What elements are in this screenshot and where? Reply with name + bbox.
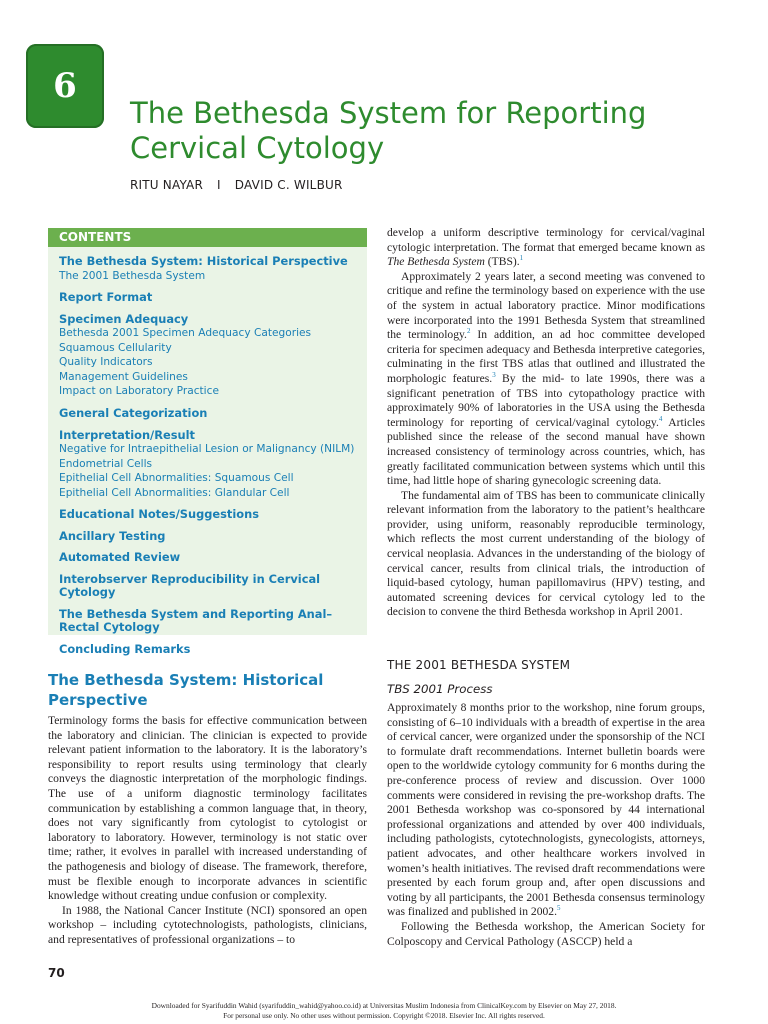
right-column-body-lower [387, 701, 705, 949]
page-number: 70 [48, 966, 65, 980]
contents-item[interactable]: Interobserver Reproducibility in Cervical Cytology [59, 571, 321, 600]
author-name: DAVID C. WILBUR [234, 178, 343, 192]
contents-subitem[interactable]: Epithelial Cell Abnormalities: Squamous Cell [59, 472, 294, 485]
emphasis: The Bethesda System [387, 255, 485, 269]
subsection-heading: THE 2001 BETHESDA SYSTEM [387, 658, 571, 672]
contents-item[interactable]: Concluding Remarks [59, 641, 191, 656]
text-run: (TBS). [484, 255, 520, 269]
chapter-number: 6 [53, 66, 77, 106]
download-footer [0, 1001, 768, 1020]
contents-subitem[interactable]: The 2001 Bethesda System [59, 269, 206, 282]
body-paragraph [387, 701, 705, 920]
body-paragraph: The fundamental aim of TBS has been to communicate clinically relevant information from the laboratory to the patient’s healthcare provider, using uniform, reasonably reproducible terminology, which reflects the most current understanding of the biology of cervical neoplasia. Advances in the understanding of the biology of cervical cancer, results from clinical trials, the introduction of liquid-based cytology, human papillomavirus (HPV) testing, and automated screening devices for cervical cytology led to the decision to convene the third Bethesda workshop in April 2001. [387, 488, 705, 619]
left-column-body [48, 714, 367, 948]
contents-item[interactable]: Automated Review [59, 550, 181, 565]
subsubsection-heading: TBS 2001 Process [387, 682, 493, 696]
contents-subitem[interactable]: Impact on Laboratory Practice [59, 385, 219, 398]
body-paragraph: In 1988, the National Cancer Institute (NCI) sponsored an open workshop – including cytotechnologists, pathologists, clinicians, and representatives of professional organizations – to [48, 903, 367, 946]
contents-header: CONTENTS [48, 228, 367, 247]
contents-box [48, 228, 367, 656]
body-paragraph [387, 226, 705, 270]
body-paragraph: Terminology forms the basis for effective communication between the laboratory and clinician. The clinician is expected to provide relevant patient information to the laboratory. It is the laboratory’s responsibility to report results using terminology that clearly conveys the diagnostic interpretation of the morphologic findings. The use of a uniform diagnostic terminology facilitates communication by establishing a common language that, in theory, does not vary significantly from cytologist to cytologist or laboratory to laboratory. However, terminology is not static over time; rather, it evolves in parallel with increased understanding of the pathogenesis and biology of disease. The framework, therefore, must be flexible enough to incorporate advances in scientific knowledge without creating undue confusion or complexity. [48, 714, 367, 903]
text-run: Approximately 8 months prior to the workshop, nine forum groups, consisting of 6–10 individuals with a breadth of expertise in the area of cervical cancer, were organized under the sponsorship of the NCI to formulate draft recommendations. Internet bulletin boards were open to the worldwide cytology community for 6 months during the pre-conference process of review and discussion. Over 1000 comments were considered in revising the pre-workshop drafts. The 2001 Bethesda workshop was co-sponsored by 44 international professional organizations and attended by over 400 individuals, including pathologists, cytotechnologists, gynecologists, attorneys, patient advocates, and other healthcare workers involved in women’s health initiatives. The revised draft recommendations were presented by each forum group and, after open discussions and voting by all participants, the 2001 Bethesda consensus terminology was finalized and published in 2002. [387, 701, 705, 919]
reference-marker[interactable]: 5 [557, 904, 561, 913]
footer-line: Downloaded for Syarifuddin Wahid (syarifuddin_wahid@yahoo.co.id) at Universitas Muslim Indonesia from ClinicalKey.com by Elsevier on May 27, 2018. [151, 1001, 617, 1010]
author-name: RITU NAYAR [130, 178, 204, 192]
contents-item[interactable]: Report Format [59, 290, 153, 305]
text-run: develop a uniform descriptive terminology for cervical/vaginal cytologic interpretation. The format that emerged became known as [387, 226, 705, 254]
body-paragraph: Following the Bethesda workshop, the American Society for Colposcopy and Cervical Pathology (ASCCP) held a [387, 919, 705, 948]
contents-item[interactable]: The Bethesda System and Reporting Anal–Rectal Cytology [59, 606, 333, 635]
contents-item[interactable]: Specimen Adequacy [59, 311, 189, 326]
contents-subitem[interactable]: Management Guidelines [59, 370, 188, 383]
chapter-number-badge [26, 44, 104, 128]
contents-subitem[interactable]: Epithelial Cell Abnormalities: Glandular Cell [59, 486, 290, 499]
chapter-authors [130, 178, 343, 192]
section-heading: The Bethesda System: Historical Perspective [48, 671, 324, 709]
contents-item[interactable]: General Categorization [59, 406, 208, 421]
reference-marker[interactable]: 1 [519, 254, 524, 263]
footer-line: For personal use only. No other uses without permission. Copyright ©2018. Elsevier Inc. All rights reserved. [223, 1010, 545, 1020]
contents-item[interactable]: Ancillary Testing [59, 528, 166, 543]
contents-subitem[interactable]: Endometrial Cells [59, 457, 153, 470]
contents-item[interactable]: Educational Notes/Suggestions [59, 507, 259, 522]
chapter-title: The Bethesda System for Reporting Cervical Cytology [130, 96, 647, 165]
author-separator: I [217, 178, 221, 192]
contents-item[interactable]: The Bethesda System: Historical Perspective [59, 254, 348, 268]
contents-subitem[interactable]: Negative for Intraepithelial Lesion or Malignancy (NILM) [59, 443, 355, 456]
contents-item[interactable]: Interpretation/Result [59, 427, 195, 442]
contents-list [48, 247, 367, 656]
reference-marker[interactable]: 3 [492, 371, 496, 380]
reference-marker[interactable]: 4 [658, 414, 663, 423]
body-paragraph [387, 270, 705, 489]
text-run: Approximately 2 years later, a second meeting was convened to critique and refine the terminology based on experience with the use of the system in actual laboratory practice. Minor modifications were incorporated into the 1991 Bethesda System that streamlined the terminology. [387, 269, 705, 342]
text-run: By the mid- to late 1990s, there was a significant penetration of TBS into cytopathology practice with approximately 90% of laboratories in the USA using the Bethesda terminology for reporting of cervical/vaginal cytology. [387, 371, 706, 429]
contents-subitem[interactable]: Quality Indicators [59, 356, 153, 369]
text-run: Articles published since the release of the second manual have shown increased consistency of terminology across countries, which, has greatly facilitated communication between systems which until this time, had little hope of sharing gynecologic screening data. [387, 415, 705, 488]
contents-subitem[interactable]: Bethesda 2001 Specimen Adequacy Categories [59, 327, 312, 340]
reference-marker[interactable]: 2 [466, 327, 471, 336]
right-column-body [387, 226, 705, 620]
contents-subitem[interactable]: Squamous Cellularity [59, 341, 172, 354]
text-run: In addition, an ad hoc committee developed criteria for specimen adequacy and Bethesda interpretive categories, culminating in the first TBS atlas that outlined and illustrated the morphologic features. [387, 328, 705, 385]
